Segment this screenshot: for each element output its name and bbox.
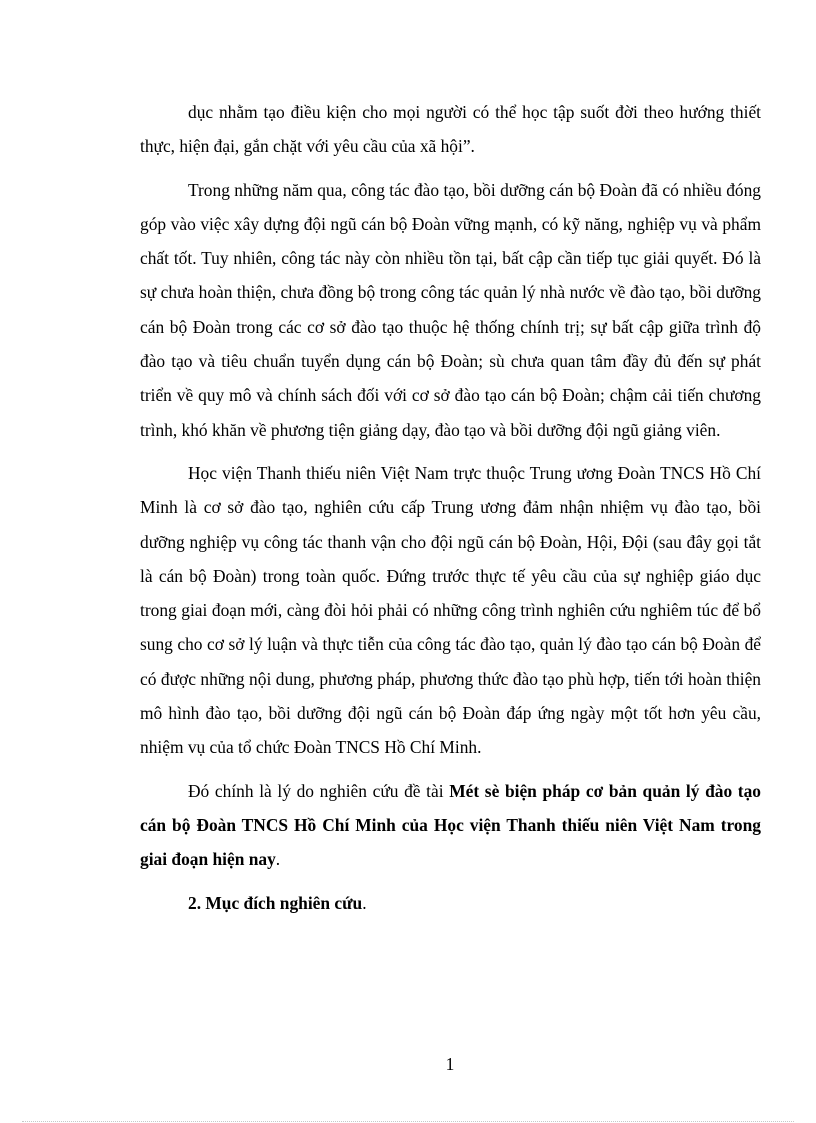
paragraph-research-reason	[140, 774, 761, 877]
section-heading-research-purpose	[140, 886, 761, 920]
page-number: 1	[445, 1054, 455, 1074]
section-heading-punct: .	[362, 892, 367, 913]
section-heading-text: 2. Mục đích nghiên cứu	[188, 892, 363, 913]
paragraph-continuation: dục nhằm tạo điều kiện cho mọi người có thể học tập suốt đời theo hướng thiết thực, hiện đại, gắn chặt với yêu cầu của xã hội”.	[140, 102, 761, 157]
reason-lead-text: Đó chính là lý do nghiên cứu đề tài	[188, 780, 450, 801]
thesis-title: Mét sè biện pháp cơ bản quản lý đào tạo cán bộ Đoàn TNCS Hồ Chí Minh của Học viện Thanh thiếu niên Việt Nam trong giai đoạn hiện nay	[140, 780, 761, 870]
paragraph-training-situation: Trong những năm qua, công tác đào tạo, bồi dưỡng cán bộ Đoàn đã có nhiều đóng góp vào việc xây dựng đội ngũ cán bộ Đoàn vững mạnh, có kỹ năng, nghiệp vụ và phẩm chất tốt. Tuy nhiên, công tác này còn nhiều tồn tại, bất cập cần tiếp tục giải quyết. Đó là sự chưa hoàn thiện, chưa đồng bộ trong công tác quản lý nhà nước về đào tạo, bồi dưỡng cán bộ Đoàn trong các cơ sở đào tạo thuộc hệ thống chính trị; sự bất cập giữa trình độ đào tạo và tiêu chuẩn tuyển dụng cán bộ Đoàn; sù chưa quan tâm đầy đủ đến sự phát triển về quy mô và chính sách đối với cơ sở đào tạo cán bộ Đoàn; chậm cải tiến chương trình, khó khăn về phương tiện giảng dạy, đào tạo và bồi dưỡng đội ngũ giảng viên.	[140, 179, 761, 440]
reason-end-punct: .	[275, 849, 281, 870]
document-body	[140, 95, 761, 929]
paragraph-academy-intro: Học viện Thanh thiếu niên Việt Nam trực thuộc Trung ương Đoàn TNCS Hồ Chí Minh là cơ sở đào tạo, nghiên cứu cấp Trung ương đảm nhận nhiệm vụ đào tạo, bồi dưỡng nghiệp vụ công tác thanh vận cho đội ngũ cán bộ Đoàn, Hội, Đội (sau đây gọi tắt là cán bộ Đoàn) trong toàn quốc. Đứng trước thực tế yêu cầu của sự nghiệp giáo dục trong giai đoạn mới, càng đòi hỏi phải có những công trình nghiên cứu nghiêm túc để bổ sung cho cơ sở lý luận và thực tiễn của công tác đào tạo, quản lý đào tạo cán bộ Đoàn để có được những nội dung, phương pháp, phương thức đào tạo phù hợp, tiến tới hoàn thiện mô hình đào tạo, bồi dưỡng đội ngũ cán bộ Đoàn đáp ứng ngày một tốt hơn yêu cầu, nhiệm vụ của tổ chức Đoàn TNCS Hồ Chí Minh.	[140, 462, 761, 758]
page-bottom-divider	[22, 1121, 794, 1122]
